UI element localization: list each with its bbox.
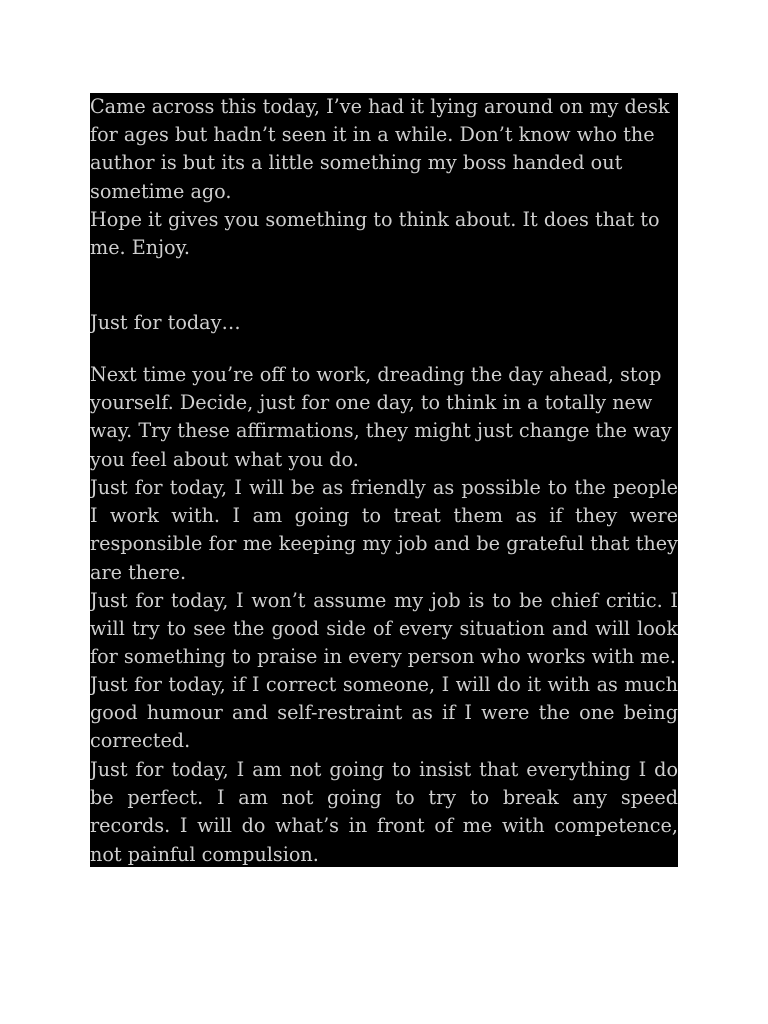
affirmation-4: Just for today, I am not going to insist that everything I do be perfect. I am not going to try to break any speed records. I will do what’s in front of me with competence, not painful compulsion. (90, 758, 678, 866)
affirmation-1: Just for today, I will be as friendly as possible to the people I work with. I am going to treat them as if they were responsible for me keeping my job and be grateful that they are there. (90, 476, 678, 584)
affirmation-2: Just for today, I won’t assume my job is to be chief critic. I will try to see the good side of every situation and will look for something to praise in every person who works with me. (90, 589, 678, 669)
intro-line-2: Hope it gives you something to think about. It does that to me. Enjoy. (90, 207, 660, 260)
intro-paragraph (90, 93, 678, 262)
affirmation-3: Just for today, if I correct someone, I will do it with as much good humour and self-restraint as if I were the one being corrected. (90, 673, 678, 753)
intro-line-1: Came across this today, I’ve had it lying around on my desk for ages but hadn’t seen it in a while. Don’t know who the author is but its a little something my boss handed out sometime ago. (90, 95, 670, 203)
section-heading: Just for today… (90, 311, 241, 334)
lead-paragraph: Next time you’re off to work, dreading the day ahead, stop yourself. Decide, just for one day, to think in a totally new way. Try these affirmations, they might just change the way you feel about what you do. (90, 363, 672, 471)
text-panel (90, 93, 678, 867)
